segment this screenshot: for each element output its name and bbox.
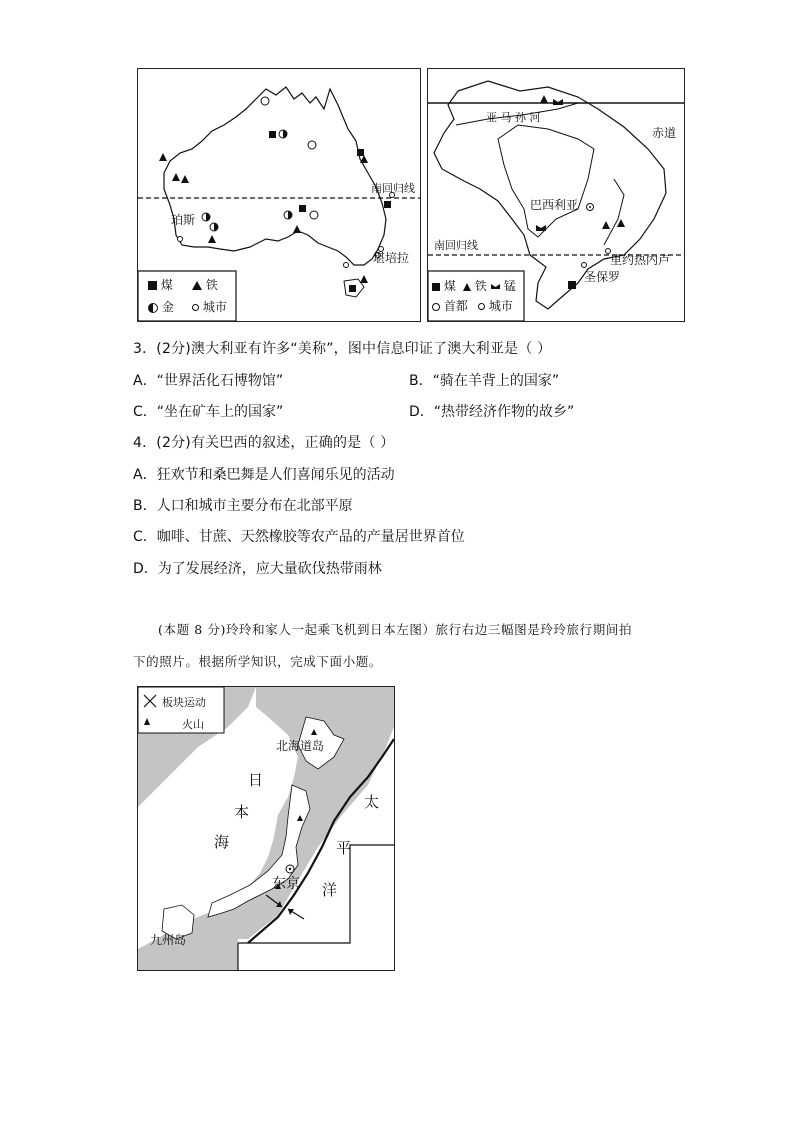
brazil-map xyxy=(427,68,685,322)
legend-iron: 铁 xyxy=(463,277,487,294)
manganese-icon xyxy=(491,284,500,289)
amazon-label: 亚 马 孙 河 xyxy=(486,111,541,124)
iron-icon xyxy=(159,153,167,161)
legend-gold: 金 xyxy=(148,298,174,315)
legend-capital: 首都 xyxy=(432,297,468,314)
brasilia-label: 巴西利亚 xyxy=(530,198,579,212)
tokyo-label: 东京 xyxy=(272,876,300,892)
q3-option-c[interactable]: C．“坐在矿车上的国家” xyxy=(133,404,284,420)
saopaulo-label: 圣保罗 xyxy=(584,270,621,284)
iron-icon xyxy=(360,275,368,283)
canberra-label: 堪培拉 xyxy=(373,251,410,265)
iron-icon xyxy=(192,281,202,290)
coal-icon xyxy=(384,201,391,208)
q4-option-d[interactable]: D．为了发展经济，应大量砍伐热带雨林 xyxy=(133,561,382,577)
city-icon xyxy=(582,263,587,268)
coal-icon xyxy=(299,205,306,212)
iron-icon xyxy=(293,225,301,233)
city-icon xyxy=(344,263,349,268)
sea-label-3: 海 xyxy=(214,833,230,851)
coal-icon xyxy=(269,131,276,138)
legend-manganese: 锰 xyxy=(491,277,516,294)
hokkaido-label: 北海道岛 xyxy=(276,739,325,753)
question-3-stem: 3．(2分)澳大利亚有许多“美称”，图中信息印证了澳大利亚是（ ） xyxy=(133,341,552,357)
legend-coal: 煤 xyxy=(148,276,173,293)
question-4-stem: 4．(2分)有关巴西的叙述，正确的是（ ） xyxy=(133,435,395,451)
tropic-label: 南回归线 xyxy=(371,182,415,195)
legend-city: 城市 xyxy=(192,298,227,315)
kyushu-label: 九州岛 xyxy=(150,933,187,947)
legend-coal: 煤 xyxy=(432,277,456,294)
intro-line-1: (本题 8 分)玲玲和家人一起乘飞机到日本左图）旅行右边三幅图是玲玲旅行期间拍 xyxy=(158,622,633,637)
rio-label: 里约热内卢 xyxy=(610,253,671,267)
iron-icon xyxy=(181,175,189,183)
city-icon xyxy=(178,237,183,242)
q3-option-a[interactable]: A．“世界活化石博物馆” xyxy=(133,373,284,389)
q3-option-d[interactable]: D．“热带经济作物的故乡” xyxy=(409,404,575,420)
iron-icon xyxy=(208,235,216,243)
sea-label-2: 本 xyxy=(234,803,250,821)
sea-label-1: 日 xyxy=(248,771,264,789)
legend-plate: 板块运动 xyxy=(162,696,206,709)
q4-option-c[interactable]: C．咖啡、甘蔗、天然橡胶等农产品的产量居世界首位 xyxy=(133,529,465,545)
perth-label: 珀斯 xyxy=(171,213,196,227)
ocean-label-3: 洋 xyxy=(322,881,338,899)
legend-volcano: 火山 xyxy=(182,718,204,731)
q4-option-a[interactable]: A．狂欢节和桑巴舞是人们喜闻乐见的活动 xyxy=(133,467,395,483)
legend-city: 城市 xyxy=(478,297,513,314)
tropic-label: 南回归线 xyxy=(434,239,478,252)
q3-option-b[interactable]: B．“骑在羊背上的国家” xyxy=(409,373,560,389)
legend-iron: 铁 xyxy=(192,276,218,293)
japan-map xyxy=(137,686,395,971)
coal-icon xyxy=(349,285,356,292)
japan-outline xyxy=(138,687,394,970)
ocean-label-2: 平 xyxy=(336,839,352,857)
iron-icon xyxy=(172,173,180,181)
australia-map xyxy=(137,68,421,322)
equator-label: 赤道 xyxy=(652,126,677,140)
ocean-label-1: 太 xyxy=(364,793,380,811)
intro-line-2: 下的照片。根据所学知识，完成下面小题。 xyxy=(133,654,382,669)
coal-icon xyxy=(357,149,364,156)
iron-icon xyxy=(360,155,368,163)
q4-option-b[interactable]: B．人口和城市主要分布在北部平原 xyxy=(133,498,353,514)
